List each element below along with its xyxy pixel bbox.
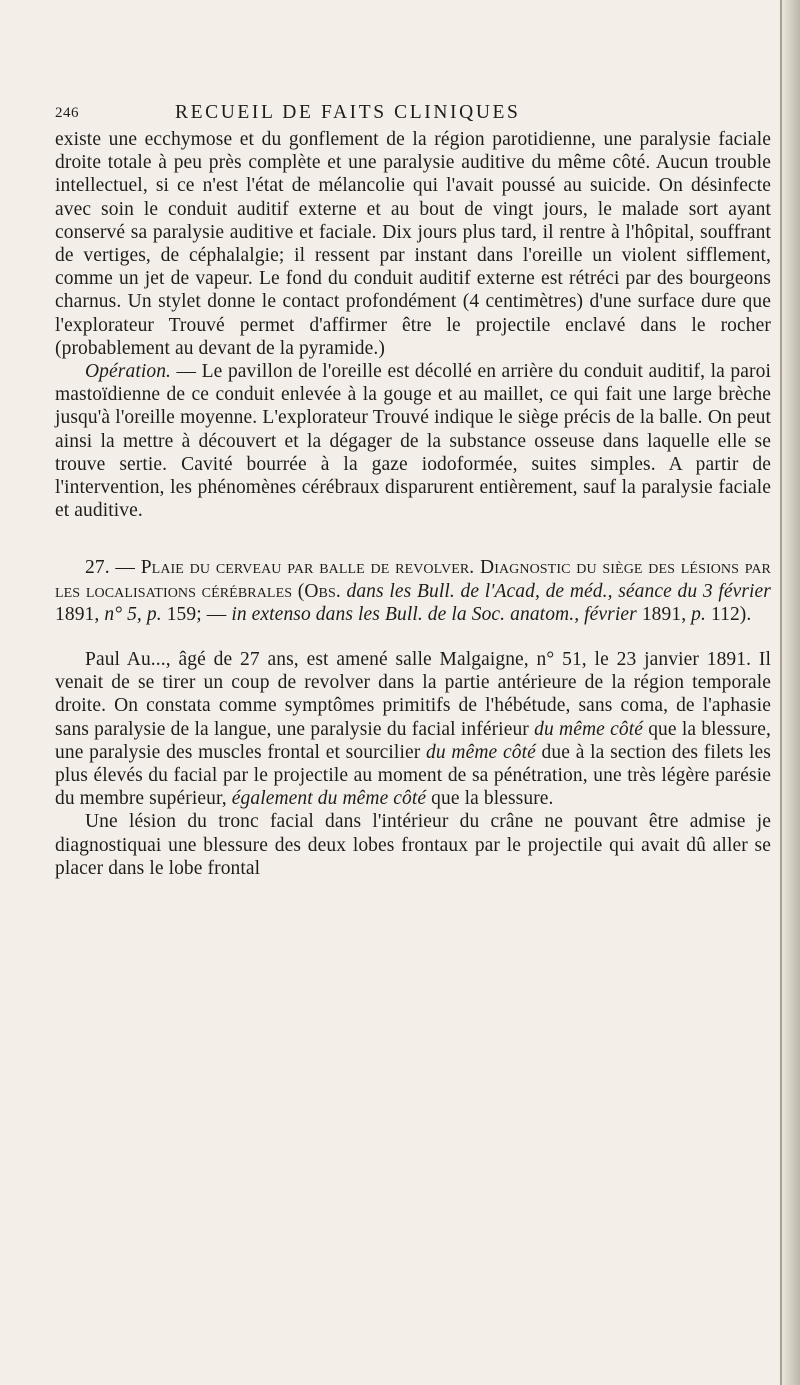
ref-text-7: p. xyxy=(691,603,706,625)
paragraph-diagnosis xyxy=(55,810,771,880)
case-part-3: due à la section des filets les plus élevés du facial par le projectile au moment de sa pénétration, une très légère parésie du membre supérieur, xyxy=(55,741,771,810)
page-body xyxy=(55,98,771,880)
operation-text: — Le pavillon de l'oreille est décollé en arrière du conduit auditif, la paroi mastoïdienne de ce conduit enlevée à la gouge et au maillet, ce qui fait une large brèche jusqu'à l'oreille moyenne. L'explorateur Trouvé indique le siège précis de la balle. On peut ainsi la mettre à découvert et la dégager de la substance osseuse dans laquelle elle se trouve sertie. Cavité bourrée à la gaze iodoformée, suites simples. A partir de l'intervention, les phénomènes cérébraux disparurent entièrement, sauf la paralysie faciale et auditive. xyxy=(55,361,771,522)
case-part-4: que la blessure. xyxy=(426,788,554,810)
ref-text-5: in extenso dans les Bull. de la Soc. anatom., février xyxy=(231,603,637,625)
diagnosis-text: Une lésion du tronc facial dans l'intérieur du crâne ne pouvant être admise je diagnostiquai une blessure des deux lobes frontaux par le projectile qui avait dû aller se placer dans le lobe frontal xyxy=(55,811,771,879)
paragraph-continuation: existe une ecchymose et du gonflement de la région parotidienne, une paralysie faciale droite totale à peu près complète et une paralysie auditive du même côté. Aucun trouble intellectuel, si ce n'est l'état de mélancolie qui l'avait poussé au suicide. On désinfecte avec soin le conduit auditif externe et au bout de vingt jours, le malade sort ayant conservé sa paralysie auditive et faciale. Dix jours plus tard, il rentre à l'hôpital, souffrant de vertiges, de céphalalgie; il ressent par instant dans l'oreille un violent sifflement, comme un jet de vapeur. Le fond du conduit auditif externe est rétréci par des bourgeons charnus. Un stylet donne le contact profondément (4 centimètres) d'une surface dure que l'explorateur Trouvé permet d'affirmer être le projectile enclavé dans le rocher (probablement au devant de la pyramide.) xyxy=(55,129,771,359)
ref-text-8: 112). xyxy=(706,603,752,625)
paragraph-case xyxy=(55,648,771,810)
ref-text-4: 159; — xyxy=(161,603,232,625)
running-head: RECUEIL DE FAITS CLINIQUES xyxy=(175,102,521,123)
page-edge-line xyxy=(780,0,782,1385)
ref-text-1: dans les Bull. de l'Acad, de méd., séance du 3 février xyxy=(340,580,771,602)
case-italic-1: du même côté xyxy=(534,718,643,740)
case-number: 27. — xyxy=(85,557,141,579)
ref-text-6: 1891, xyxy=(636,603,692,625)
page-header xyxy=(55,98,771,128)
ref-text-3: n° 5, p. xyxy=(104,603,162,625)
case-heading xyxy=(55,556,771,626)
case-italic-3: également du même côté xyxy=(231,788,427,810)
case-part-1: Paul Au..., âgé de 27 ans, est amené salle Malgaigne, n° 51, le 23 janvier 1891. Il venait de se tirer un coup de revolver dans la partie antérieure de la région temporale droite. On constata comme symptômes primitifs de l'hébétude, sans coma, de l'aphasie sans paralysie de la langue, une paralysie du facial inférieur xyxy=(55,649,771,740)
case-part-2: que la blessure, une paralysie des muscles frontal et sourcilier xyxy=(55,718,772,763)
ref-open: ( xyxy=(292,580,305,602)
obs-label: Obs. xyxy=(304,580,341,602)
case-italic-2: du même côté xyxy=(426,741,536,763)
operation-label: Opération. xyxy=(85,361,172,383)
page-number: 246 xyxy=(55,105,79,121)
paragraph-operation xyxy=(55,360,771,522)
case-title: Plaie du cerveau par balle de revolver. Diagnostic du siège des lésions par les localisations cérébrales xyxy=(55,557,771,602)
ref-text-2: 1891, xyxy=(55,603,105,625)
